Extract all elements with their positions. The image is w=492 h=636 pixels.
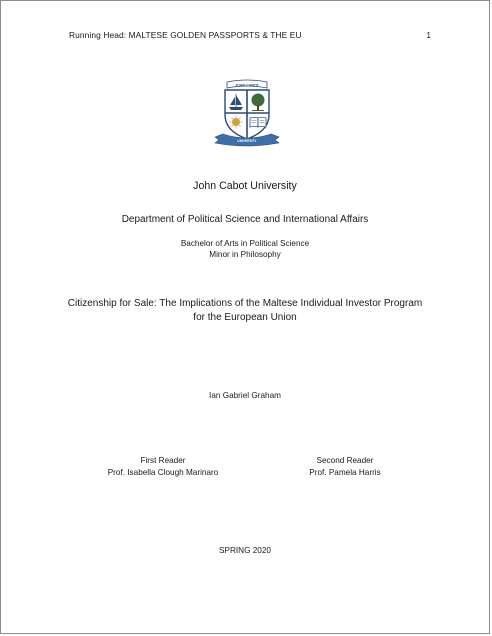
degree-line: Bachelor of Arts in Political Science [180,239,310,248]
second-reader-block [291,455,399,479]
first-reader-block [95,455,231,479]
crest-sun-icon [230,116,243,129]
first-reader-name: Prof. Isabella Clough Marinaro [107,468,219,477]
crest-book-icon [250,117,266,127]
second-reader-label: Second Reader [316,456,374,465]
running-head: Running Head: MALTESE GOLDEN PASSPORTS & THE EU [69,30,302,40]
submission-date: SPRING 2020 [219,546,271,555]
second-reader-name: Prof. Pamela Harris [309,468,381,477]
thesis-title-line-2: for the European Union [193,312,297,323]
crest-bottom-motto: UNIVERSITY [237,139,257,143]
minor-line: Minor in Philosophy [209,250,281,259]
first-reader-label: First Reader [140,456,186,465]
university-crest-logo [213,79,281,147]
university-name: John Cabot University [193,180,297,192]
author-name: Ian Gabriel Graham [209,391,281,400]
thesis-title-line-1: Citizenship for Sale: The Implications of the Maltese Individual Investor Program [67,298,423,309]
page-number: 1 [426,30,431,40]
crest-top-motto: JOHN CABOT [235,83,259,88]
department-name: Department of Political Science and International Affairs [121,214,369,225]
